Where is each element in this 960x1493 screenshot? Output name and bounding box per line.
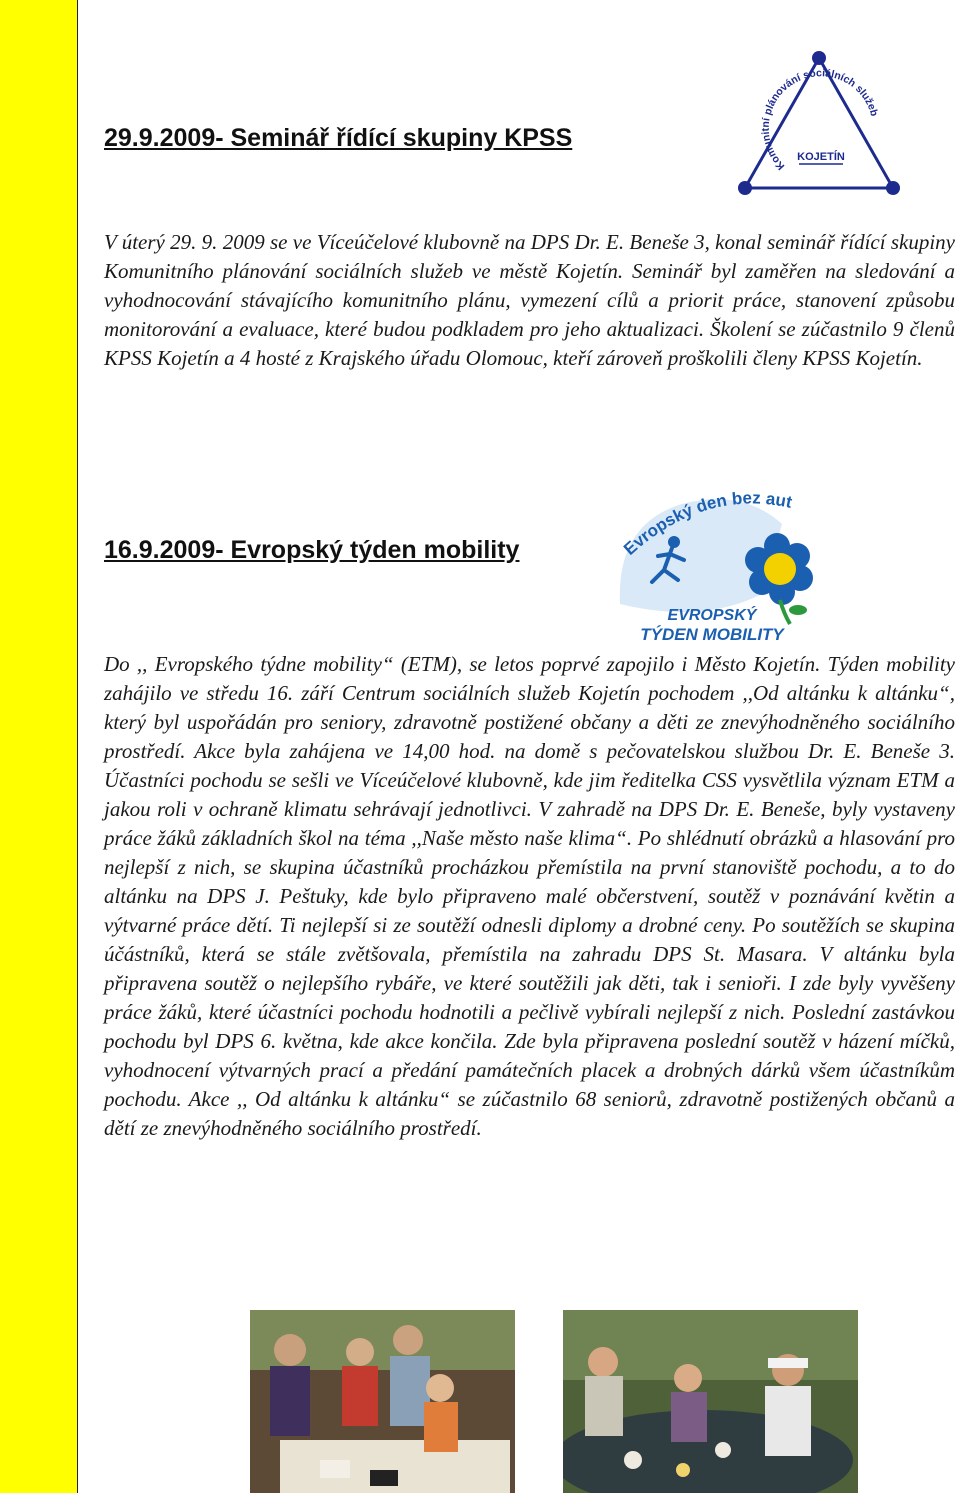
mobility-logo-line2: TÝDEN MOBILITY [640,625,784,644]
photo-children-at-table [250,1310,515,1493]
kpss-kojetin-logo [733,48,905,200]
mobility-paragraph: Do ,, Evropského týdne mobility“ (ETM), se letos poprvé zapojilo i Město Kojetín. Týden mobility zahájilo ve středu 16. září Centrum sociálních služeb Kojetín pochodem ,,Od altánku k altánku“, který byl uspořádán pro seniory, zdravotně postižené občany a děti ze znevýhodněného sociálního prostředí. Akce byla zahájena ve 14,00 hod. na domě s pečovatelskou službou Dr. E. Beneše 3. Účastníci pochodu se sešli ve Víceúčelové klubovně, kde jim ředitelka CSS vysvětlila význam ETM a jakou roli v ochraně klimatu sehrávají jednotlivci. V zahradě na DPS Dr. E. Beneše, byly vystaveny práce žáků základních škol na téma ,,Naše město naše klima“. Po shlédnutí obrázků a hlasování pro nejlepší z nich, se skupina účastníků procházkou přemístila na první stanoviště pochodu, a to do altánku na DPS J. Peštuky, kde bylo připraveno malé občerstvení, soutěž v poznávání květin a výtvarné práce dětí. Ti nejlepší si ze soutěží odnesli diplomy a drobné ceny. Po soutěžích se skupina účástníků, která se stále zvětšovala, přemístila na zahradu DPS St. Masara. V altánku byla připravena soutěž o nejlepšího rybáře, ve které soutěžili jak děti, tak i senioři. I zde byly vyvěšeny práce žáků, které účastníci pochodu hodnotili a pečlivě vybírali nejlepší z nich. Poslední zastávkou pochodu byl DPS 6. května, kde akce končila. Zde byla připravena poslední soutěž v házení míčků, vyhodnocení výtvarných prací a předání památečních placek a drobných dárků všem účastníkům pochodu. Akce ,, Od altánku k altánku“ se zúčastnilo 68 seniorů, zdravotně postižených občanů a dětí ze znevýhodněného sociálního prostředí. [104,652,955,1140]
section-heading-seminar: 29.9.2009- Seminář řídící skupiny KPSS [104,124,573,152]
kpss-logo-center-text: KOJETÍN [797,151,845,163]
kpss-logo-arc-text: Komunitní plánování sociálních služeb [759,67,881,173]
yellow-margin-bar [0,0,78,1493]
european-mobility-week-logo [612,484,832,644]
mobility-logo-line1: EVROPSKÝ [667,607,757,624]
photo-seniors-in-garden [563,1310,858,1493]
section-heading-mobility: 16.9.2009- Evropský týden mobility [104,536,520,564]
seminar-paragraph: V úterý 29. 9. 2009 se ve Víceúčelové klubovně na DPS Dr. E. Beneše 3, konal seminář řídící skupiny Komunitního plánování sociálních služeb ve městě Kojetín. Seminář byl zaměřen na sledování a vyhodnocování stávajícího komunitního plánu, vymezení cílů a priorit práce, stanovení způsobu monitorování a evaluace, které budou podkladem pro jeho aktualizaci. Školení se zúčastnilo 9 členů KPSS Kojetín a 4 hosté z Krajského úřadu Olomouc, kteří zároveň proškolili členy KPSS Kojetín. [104,230,955,370]
mobility-logo-arc-text: Evropský den bez aut [620,488,794,559]
